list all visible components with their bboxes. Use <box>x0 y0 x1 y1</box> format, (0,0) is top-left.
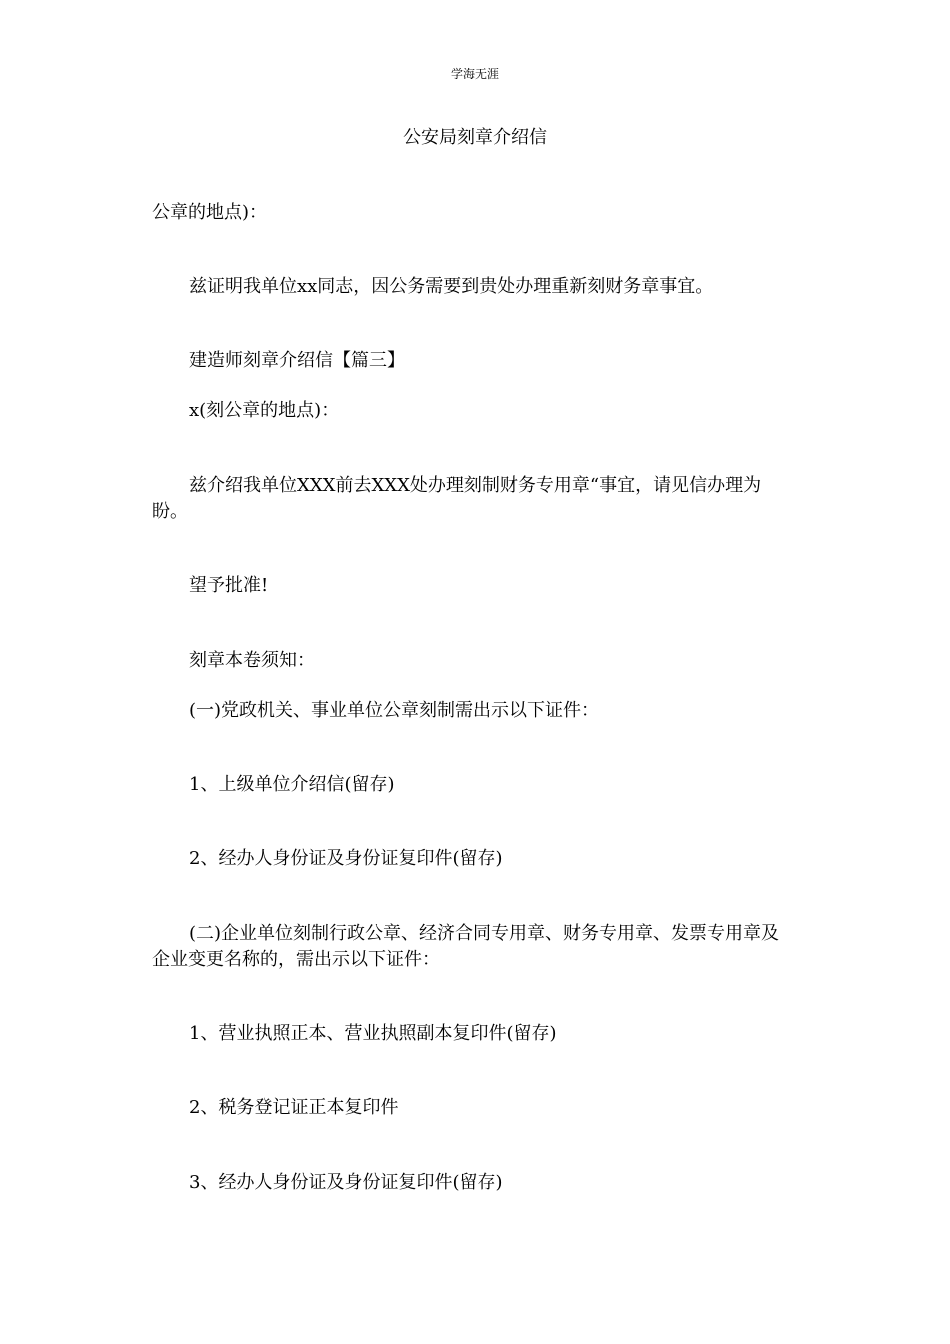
page-header: 学海无涯 <box>450 67 499 81</box>
paragraph-recipient: x(刻公章的地点)： <box>189 400 340 421</box>
paragraph-item-one-heading: (一)党政机关、事业单位公章刻制需出示以下证件： <box>189 700 600 721</box>
list-item: 2、经办人身份证及身份证复印件(留存) <box>189 848 503 869</box>
paragraph-introduce: 兹介绍我单位XXX前去XXX处办理刻制财务专用章“事宜，请见信办理为盼。 <box>152 475 762 522</box>
list-item: 3、经办人身份证及身份证复印件(留存) <box>189 1172 503 1193</box>
list-item: 1、上级单位介绍信(留存) <box>189 774 395 795</box>
document-title: 公安局刻章介绍信 <box>403 127 547 148</box>
paragraph-notice-heading: 刻章本卷须知： <box>189 650 315 671</box>
paragraph-certify: 兹证明我单位xx同志，因公务需要到贵处办理重新刻财务章事宜。 <box>189 276 714 297</box>
paragraph-request: 望予批准! <box>189 575 269 596</box>
list-item: 1、营业执照正本、营业执照副本复印件(留存) <box>189 1023 557 1044</box>
list-item: 2、税务登记证正本复印件 <box>189 1097 399 1118</box>
paragraph-item-two-heading: (二)企业单位刻制行政公章、经济合同专用章、财务专用章、发票专用章及企业变更名称的，需出示以下证件： <box>152 923 780 970</box>
paragraph-section-heading: 建造师刻章介绍信【篇三】 <box>189 350 405 371</box>
paragraph-address-line: 公章的地点)： <box>152 202 268 223</box>
